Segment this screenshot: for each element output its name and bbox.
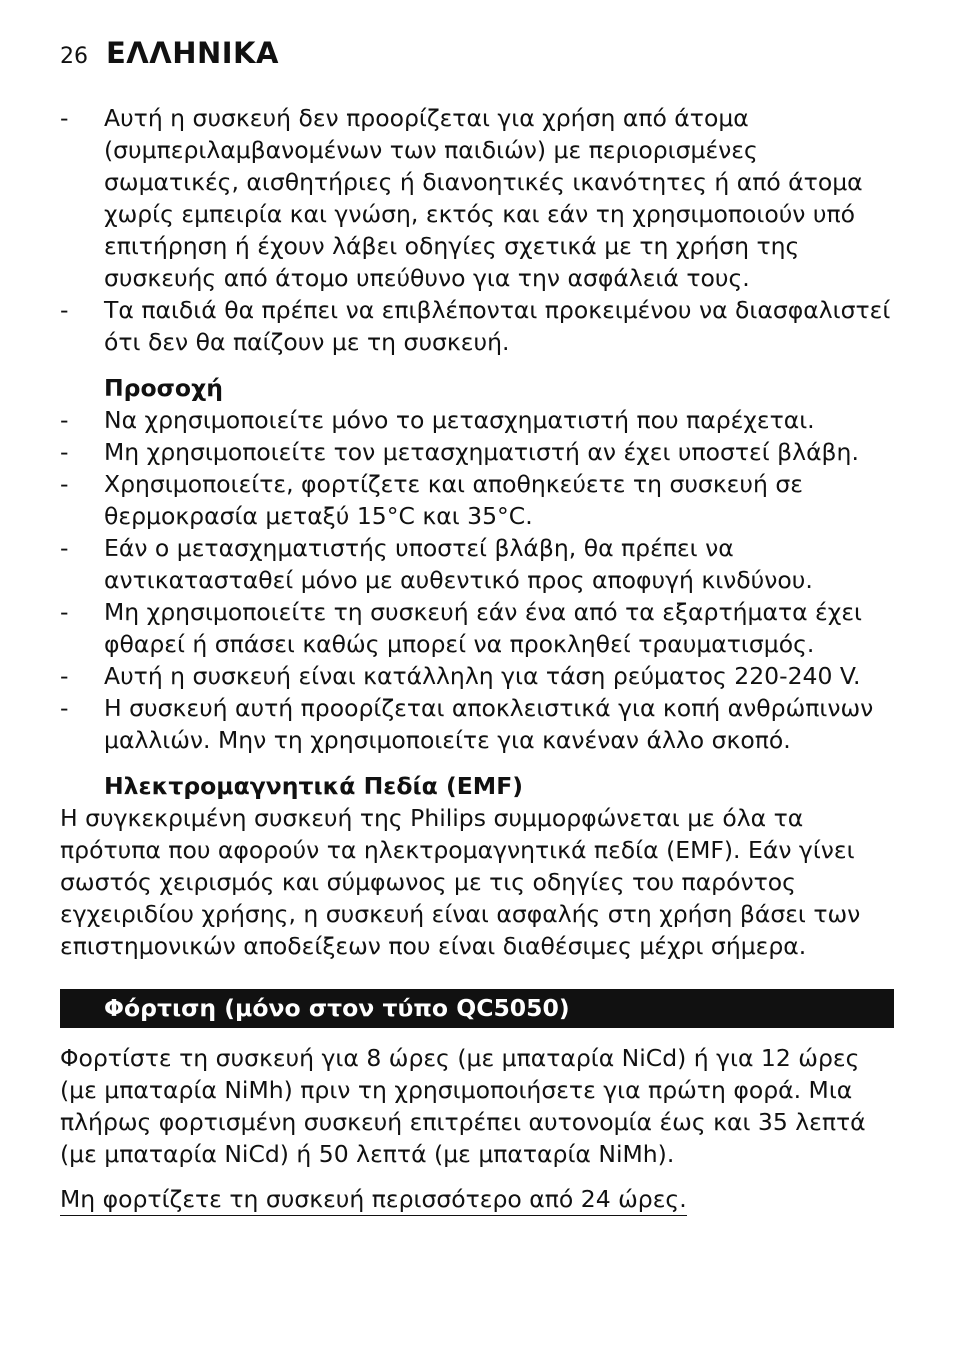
list-item (60, 436, 894, 468)
bullet-dash: - (60, 662, 69, 690)
bullet-text: Εάν ο μετασχηματιστής υποστεί βλάβη, θα πρέπει να αντικατασταθεί μόνο με αυθεντικό προς αποφυγή κινδύνου. (104, 534, 813, 594)
emf-heading: Ηλεκτρομαγνητικά Πεδία (EMF) (104, 772, 523, 800)
bullet-dash: - (60, 438, 69, 466)
bullet-dash: - (60, 534, 69, 562)
intro-bullet-list (60, 102, 894, 358)
bullet-text: Αυτή η συσκευή δεν προορίζεται για χρήση από άτομα (συμπεριλαμβανομένων των παιδιών) με περιορισμένες σωματικές, αισθητήριες ή διανοητικές ικανότητες ή από άτομα χωρίς εμπειρία και γνώση, εκτός και εάν τη χρησιμοποιούν υπό επιτήρηση ή έχουν λάβει οδηγίες σχετικά με τη χρήση της συσκευής από άτομο υπεύθυνο για την ασφάλειά τους. (104, 104, 863, 292)
bullet-dash: - (60, 470, 69, 498)
list-item (60, 532, 894, 596)
bullet-dash: - (60, 598, 69, 626)
list-item (60, 596, 894, 660)
bullet-text: Μη χρησιμοποιείτε τη συσκευή εάν ένα από τα εξαρτήματα έχει φθαρεί ή σπάσει καθώς μπορεί να προκληθεί τραυματισμός. (104, 598, 862, 658)
list-item (60, 660, 894, 692)
bullet-text: Χρησιμοποιείτε, φορτίζετε και αποθηκεύετε τη συσκευή σε θερμοκρασία μεταξύ 15°C και 35°C. (104, 470, 803, 530)
list-item (60, 404, 894, 436)
bullet-dash: - (60, 406, 69, 434)
language-title: ΕΛΛΗΝΙΚΑ (106, 36, 279, 70)
caution-heading: Προσοχή (104, 374, 223, 402)
bullet-text: Μη χρησιμοποιείτε τον μετασχηματιστή αν έχει υποστεί βλάβη. (104, 438, 859, 466)
emf-paragraph: Η συγκεκριμένη συσκευή της Philips συμμορφώνεται με όλα τα πρότυπα που αφορούν τα ηλεκτρομαγνητικά πεδία (EMF). Εάν γίνει σωστός χειρισμός και σύμφωνος με τις οδηγίες του παρόντος εγχειριδίου χρήσης, η συσκευή είναι ασφαλής στη χρήση βάσει των επιστημονικών αποδείξεων που είναι διαθέσιμες μέχρι σήμερα. (60, 804, 861, 960)
bullet-text: Αυτή η συσκευή είναι κατάλληλη για τάση ρεύματος 220-240 V. (104, 662, 861, 690)
caution-bullet-list (60, 404, 894, 756)
page-header (60, 36, 279, 76)
list-item (60, 294, 894, 358)
charging-warning: Μη φορτίζετε τη συσκευή περισσότερο από 24 ώρες. (60, 1184, 687, 1216)
list-item (60, 692, 894, 756)
page-number: 26 (60, 44, 88, 69)
charging-paragraph: Φορτίστε τη συσκευή για 8 ώρες (με μπαταρία NiCd) ή για 12 ώρες (με μπαταρία NiMh) πριν τη χρησιμοποιήσετε για πρώτη φορά. Μια πλήρως φορτισμένη συσκευή επιτρέπει αυτονομία έως και 35 λεπτά (με μπαταρία NiCd) ή 50 λεπτά (με μπαταρία NiMh). (60, 1044, 866, 1168)
bullet-dash: - (60, 694, 69, 722)
list-item (60, 468, 894, 532)
charging-section-title: Φόρτιση (μόνο στον τύπο QC5050) (104, 994, 570, 1022)
bullet-text: Τα παιδιά θα πρέπει να επιβλέπονται προκειμένου να διασφαλιστεί ότι δεν θα παίζουν με τη συσκευή. (104, 296, 891, 356)
bullet-dash: - (60, 104, 69, 132)
bullet-text: Η συσκευή αυτή προορίζεται αποκλειστικά για κοπή ανθρώπινων μαλλιών. Μην τη χρησιμοποιείτε για κανέναν άλλο σκοπό. (104, 694, 874, 754)
list-item (60, 102, 894, 294)
bullet-dash: - (60, 296, 69, 324)
charging-section-bar (60, 989, 894, 1028)
bullet-text: Να χρησιμοποιείτε μόνο το μετασχηματιστή που παρέχεται. (104, 406, 815, 434)
page-content (60, 102, 894, 1216)
